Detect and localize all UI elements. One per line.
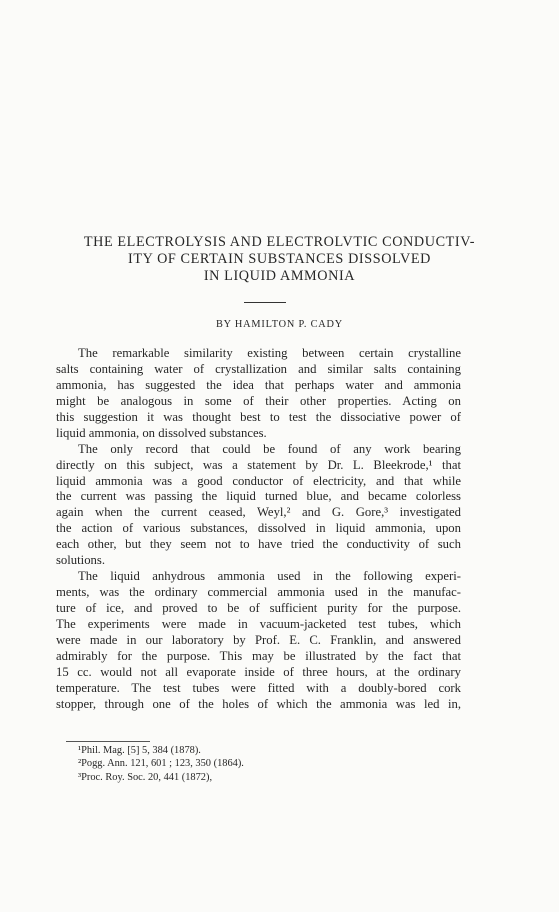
body-line: ture of ice, and proved to be of sufficient purity for the purpose.	[56, 601, 461, 615]
body-line: ments, was the ordinary commercial ammonia used in the manufac-	[56, 585, 461, 600]
title-line: THE ELECTROLYSIS AND ELECTROLVTIC CONDUCTIV-	[83, 234, 476, 250]
body-line: liquid ammonia was a good conductor of electricity, and that while	[56, 473, 461, 488]
body-line: the current was passing the liquid turned blue, and became colorless	[56, 489, 461, 504]
body-line: the action of various substances, dissolved in liquid ammonia, upon	[56, 521, 461, 536]
footnote-divider	[66, 741, 150, 742]
article-title	[50, 234, 509, 286]
title-divider	[244, 302, 286, 303]
title-line: ITY OF CERTAIN SUBSTANCES DISSOLVED	[128, 251, 431, 268]
body-line: salts containing water of crystallization and similar salts containing	[56, 361, 461, 376]
body-line: this suggestion it was thought best to test the dissociative power of	[56, 409, 461, 424]
author-byline: BY HAMILTON P. CADY	[216, 319, 343, 330]
body-line: solutions.	[56, 553, 105, 568]
footnote: ²Pogg. Ann. 121, 601 ; 123, 350 (1864).	[78, 758, 244, 770]
body-line: again when the current ceased, Weyl,² and G. Gore,³ investigated	[56, 505, 461, 520]
footnote: ¹Phil. Mag. [5] 5, 384 (1878).	[78, 745, 201, 756]
article-body	[56, 346, 461, 713]
body-line: The remarkable similarity existing between certain crystalline	[78, 346, 461, 360]
body-line: temperature. The test tubes were fitted with a doubly-bored cork	[56, 680, 461, 695]
footnote: ³Proc. Roy. Soc. 20, 441 (1872),	[78, 771, 213, 783]
body-line: The only record that could be found of any work bearing	[78, 441, 461, 456]
body-line: directly on this subject, was a statement by Dr. L. Bleekrode,¹ that	[56, 457, 461, 472]
body-line: The experiments were made in vacuum-jacketed test tubes, which	[56, 616, 461, 631]
body-line: admirably for the purpose. This may be illustrated by the fact that	[56, 648, 461, 663]
body-line: might be analogous in some of their other properties. Acting on	[56, 393, 461, 408]
body-line: were made in our laboratory by Prof. E. C. Franklin, and answered	[56, 632, 461, 647]
body-line: stopper, through one of the holes of which the ammonia was led in,	[56, 696, 461, 711]
body-line: liquid ammonia, on dissolved substances.	[56, 425, 267, 440]
body-line: ammonia, has suggested the idea that perhaps water and ammonia	[56, 377, 461, 392]
body-line: each other, but they seem not to have tried the conductivity of such	[56, 537, 461, 552]
footnotes	[78, 744, 244, 784]
title-line: IN LIQUID AMMONIA	[203, 268, 356, 285]
body-line: 15 cc. would not all evaporate inside of three hours, at the ordinary	[56, 664, 461, 679]
body-line: The liquid anhydrous ammonia used in the following experi-	[78, 569, 461, 584]
